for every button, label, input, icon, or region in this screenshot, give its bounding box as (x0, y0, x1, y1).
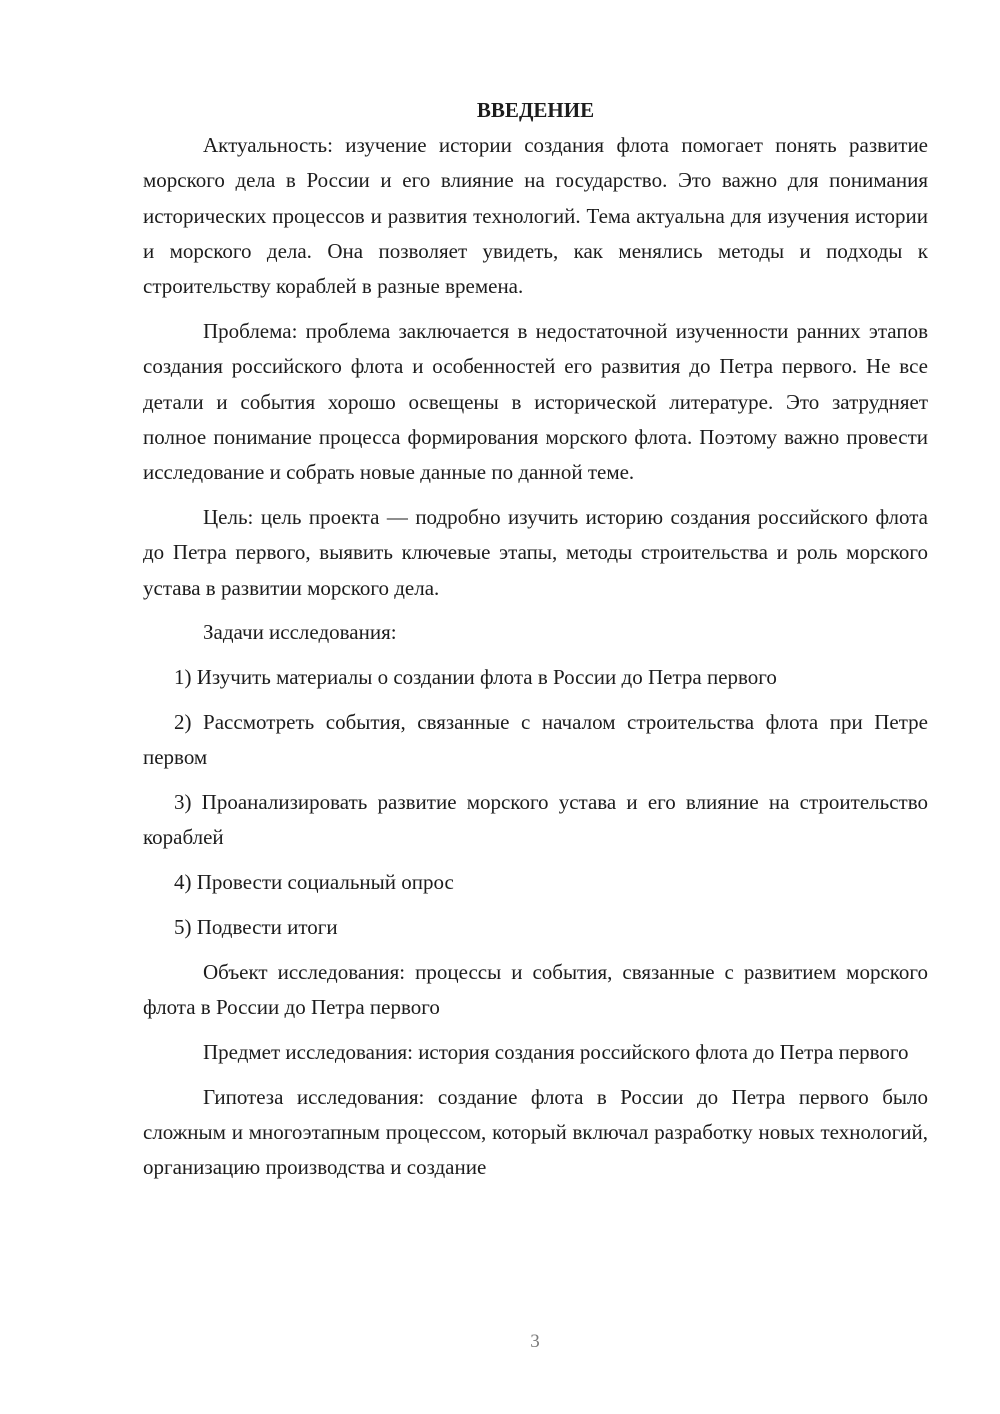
paragraph-relevance: Актуальность: изучение истории создания флота помогает понять развитие морского дела в России и его влияние на государство. Это важно для понимания исторических процессов и развития технологий. Тема актуальна для изучения истории и морского дела. Она позволяет увидеть, как менялись методы и подходы к строительству кораблей в разные времена. (143, 133, 928, 299)
list-item-task-4: 4) Провести социальный опрос (174, 870, 454, 895)
tasks-heading: Задачи исследования: (203, 620, 397, 645)
list-item-task-2: 2) Рассмотреть события, связанные с началом строительства флота при Петре первом (143, 709, 928, 770)
paragraph-hypothesis: Гипотеза исследования: создание флота в России до Петра первого было сложным и многоэтапным процессом, который включал разработку новых технологий, организацию производства и создание (143, 1084, 928, 1180)
paragraph-problem: Проблема: проблема заключается в недостаточной изученности ранних этапов создания российского флота и особенностей его развития до Петра первого. Не все детали и события хорошо освещены в исторической литературе. Это затрудняет полное понимание процесса формирования морского флота. Поэтому важно провести исследование и собрать новые данные по данной теме. (143, 318, 928, 485)
list-item-task-3: 3) Проанализировать развитие морского устава и его влияние на строительство кораблей (143, 790, 928, 850)
paragraph-object: Объект исследования: процессы и события, связанные с развитием морского флота в России до Петра первого (143, 959, 928, 1020)
page-content (143, 93, 928, 1186)
page-title: ВВЕДЕНИЕ (476, 98, 595, 122)
list-item-task-5: 5) Подвести итоги (174, 914, 338, 939)
paragraph-goal: Цель: цель проекта — подробно изучить историю создания российского флота до Петра первого, выявить ключевые этапы, методы строительства и роль морского устава в развитии морского дела. (143, 504, 928, 600)
list-item-task-1: 1) Изучить материалы о создании флота в России до Петра первого (174, 665, 777, 690)
page-number: 3 (530, 1331, 540, 1352)
paragraph-subject: Предмет исследования: история создания российского флота до Петра первого (203, 1039, 909, 1064)
